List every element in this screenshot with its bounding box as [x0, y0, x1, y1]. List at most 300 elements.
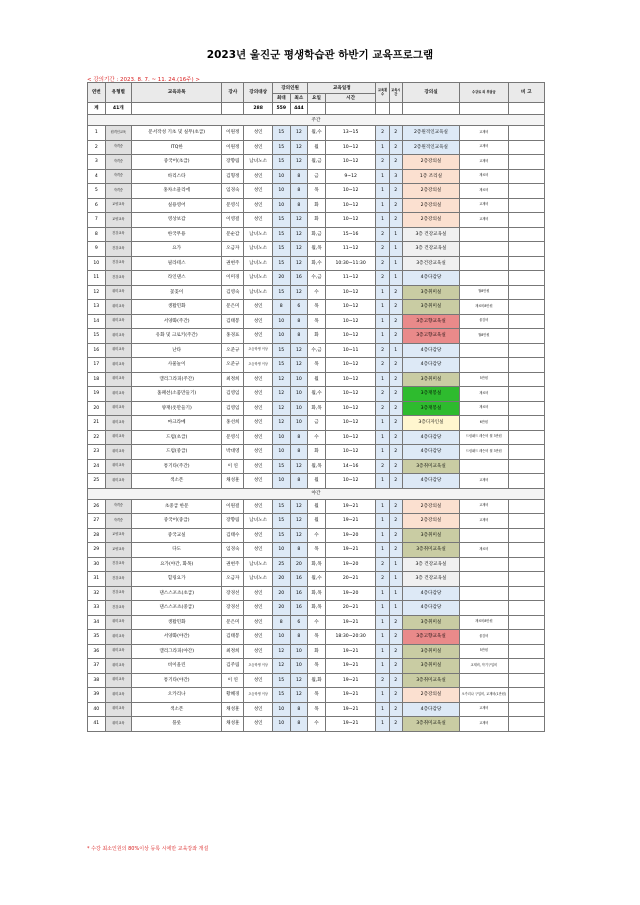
row-remark [508, 673, 544, 688]
row-room: 4층다감당 [402, 445, 459, 460]
row-min: 12 [290, 140, 308, 155]
row-weeks: 1 [376, 615, 389, 630]
row-time: 10~12 [325, 474, 376, 489]
row-hours: 2 [389, 140, 402, 155]
row-hours: 2 [389, 372, 402, 387]
row-no: 27 [88, 514, 106, 529]
row-min: 16 [290, 586, 308, 601]
row-type: 취미교육 [105, 659, 131, 674]
row-course: 사물놀이 [132, 358, 222, 373]
row-max: 15 [272, 155, 290, 170]
row-remark [508, 343, 544, 358]
row-time: 10~12 [325, 285, 376, 300]
row-remark [508, 586, 544, 601]
row-day: 월,목 [308, 459, 326, 474]
row-target: 남녀노소 [244, 514, 273, 529]
row-room: 3층취미실 [402, 659, 459, 674]
header-no: 연번 [88, 83, 106, 103]
row-room: 4층다감당 [402, 586, 459, 601]
row-target: 성인 [244, 213, 273, 228]
header-course: 교육과목 [132, 83, 222, 103]
row-type: 건강교육 [105, 271, 131, 286]
table-row [88, 543, 545, 558]
row-min: 10 [290, 372, 308, 387]
row-target: 남녀노소 [244, 572, 273, 587]
row-no: 5 [88, 184, 106, 199]
row-day: 수,금 [308, 343, 326, 358]
row-fee: 5만원 [460, 372, 508, 387]
row-teacher: 오준규 [222, 358, 244, 373]
row-course: 유화 및 크로키(주간) [132, 329, 222, 344]
row-teacher: 문순감 [222, 227, 244, 242]
row-min: 12 [290, 673, 308, 688]
row-no: 13 [88, 300, 106, 315]
row-course: 댄스스포츠(중급) [132, 601, 222, 616]
row-target: 남녀노소 [244, 285, 273, 300]
row-hours: 2 [389, 499, 402, 514]
row-no: 32 [88, 586, 106, 601]
row-day: 금 [308, 416, 326, 431]
row-course: 플룻 [132, 717, 222, 732]
row-time: 14~16 [325, 459, 376, 474]
row-max: 12 [272, 401, 290, 416]
row-fee [460, 358, 508, 373]
row-type: 자격증 [105, 169, 131, 184]
row-no: 38 [88, 673, 106, 688]
row-time: 10~12 [325, 445, 376, 460]
row-no: 25 [88, 474, 106, 489]
row-fee: 6만원 [460, 416, 508, 431]
row-min: 8 [290, 702, 308, 717]
row-course: 색소폰 [132, 702, 222, 717]
row-time: 10~12 [325, 184, 376, 199]
row-weeks: 1 [376, 659, 389, 674]
row-day: 수,금 [308, 271, 326, 286]
row-type: 건강교육 [105, 586, 131, 601]
row-room: 3층취미실 [402, 644, 459, 659]
row-room: 3층고향교육실 [402, 314, 459, 329]
row-teacher: 장향림 [222, 514, 244, 529]
row-course: 통기타(야간) [132, 673, 222, 688]
row-no: 28 [88, 528, 106, 543]
row-day: 목 [308, 630, 326, 645]
header-quota: 강의인원 [272, 83, 307, 94]
row-type: 취미교육 [105, 688, 131, 703]
row-teacher: 홍경표 [222, 329, 244, 344]
header-teacher: 강사 [222, 83, 244, 103]
row-max: 15 [272, 459, 290, 474]
table-row [88, 300, 545, 315]
row-teacher: 장경선 [222, 601, 244, 616]
row-fee [460, 557, 508, 572]
row-remark [508, 401, 544, 416]
total-count: 41개 [105, 103, 131, 115]
row-weeks: 2 [376, 126, 389, 141]
row-no: 21 [88, 416, 106, 431]
row-course: 난타 [132, 343, 222, 358]
header-hours: 교육시간 [389, 83, 402, 103]
row-max: 10 [272, 329, 290, 344]
table-row [88, 430, 545, 445]
row-hours: 2 [389, 155, 402, 170]
row-target: 성인 [244, 586, 273, 601]
row-room: 3층 건강교육실 [402, 242, 459, 257]
row-hours: 1 [389, 572, 402, 587]
row-remark [508, 543, 544, 558]
row-day: 수 [308, 285, 326, 300]
row-type: 교양교육 [105, 528, 131, 543]
table-row [88, 615, 545, 630]
footnote: * 수강 최소인원의 80%이상 등록 시에만 교육강좌 개설 [87, 846, 209, 852]
row-day: 월,화 [308, 673, 326, 688]
row-target: 남녀노소 [244, 227, 273, 242]
row-day: 화,목 [308, 557, 326, 572]
row-max: 15 [272, 285, 290, 300]
table-row [88, 601, 545, 616]
row-no: 17 [88, 358, 106, 373]
row-type: 취미교육 [105, 474, 131, 489]
table-row [88, 401, 545, 416]
row-time: 10~12 [325, 198, 376, 213]
row-remark [508, 688, 544, 703]
row-hours: 3 [389, 169, 402, 184]
row-fee: 드럼패드 레슨비 월 3만원 [460, 430, 508, 445]
row-remark [508, 659, 544, 674]
row-fee: 재료비8만원 [460, 615, 508, 630]
row-time: 10~12 [325, 140, 376, 155]
row-time: 10~11 [325, 343, 376, 358]
row-time: 19~20 [325, 586, 376, 601]
row-type: 취미교육 [105, 644, 131, 659]
row-weeks: 1 [376, 445, 389, 460]
table-row [88, 659, 545, 674]
row-time: 19~21 [325, 514, 376, 529]
table-row [88, 688, 545, 703]
row-day: 화,목 [308, 401, 326, 416]
row-time: 10~12 [325, 387, 376, 402]
row-time: 15~16 [325, 227, 376, 242]
row-remark [508, 198, 544, 213]
row-hours: 2 [389, 528, 402, 543]
row-teacher: 이원정 [222, 140, 244, 155]
row-day: 월 [308, 514, 326, 529]
row-time: 10~12 [325, 430, 376, 445]
row-weeks: 1 [376, 285, 389, 300]
row-time: 19~21 [325, 673, 376, 688]
row-hours: 2 [389, 688, 402, 703]
row-course: 문서작성 기초 및 실무(초급) [132, 126, 222, 141]
row-room: 2층강의실 [402, 155, 459, 170]
row-min: 16 [290, 601, 308, 616]
row-time: 19~21 [325, 644, 376, 659]
row-max: 10 [272, 169, 290, 184]
row-max: 15 [272, 213, 290, 228]
row-hours: 2 [389, 401, 402, 416]
row-weeks: 1 [376, 499, 389, 514]
row-min: 6 [290, 300, 308, 315]
row-remark [508, 445, 544, 460]
row-target: 성인 [244, 601, 273, 616]
row-course: 드럼(초급) [132, 430, 222, 445]
row-teacher: 장경선 [222, 586, 244, 601]
row-no: 33 [88, 601, 106, 616]
row-weeks: 2 [376, 358, 389, 373]
row-time: 9~12 [325, 169, 376, 184]
row-target: 성인 [244, 329, 273, 344]
row-type: 건강교육 [105, 242, 131, 257]
table-row [88, 586, 545, 601]
row-teacher: 문은미 [222, 300, 244, 315]
row-teacher: 이 연 [222, 673, 244, 688]
row-fee: 물감비 [460, 630, 508, 645]
row-type: 취미교육 [105, 401, 131, 416]
row-target: 성인 [244, 372, 273, 387]
row-fee [460, 586, 508, 601]
row-max: 15 [272, 140, 290, 155]
row-type: 취미교육 [105, 387, 131, 402]
row-max: 15 [272, 256, 290, 271]
row-day: 화 [308, 644, 326, 659]
row-no: 40 [88, 702, 106, 717]
row-teacher: 박대영 [222, 445, 244, 460]
row-weeks: 1 [376, 430, 389, 445]
row-hours: 2 [389, 702, 402, 717]
row-target: 성인 [244, 430, 273, 445]
row-remark [508, 644, 544, 659]
row-teacher: 이미경 [222, 271, 244, 286]
row-weeks: 1 [376, 314, 389, 329]
row-no: 6 [88, 198, 106, 213]
row-teacher: 권현주 [222, 256, 244, 271]
row-room: 3층디자인실 [402, 416, 459, 431]
row-max: 12 [272, 659, 290, 674]
row-type: 취미교육 [105, 314, 131, 329]
row-time: 10~12 [325, 401, 376, 416]
row-min: 20 [290, 557, 308, 572]
row-min: 8 [290, 543, 308, 558]
row-hours: 2 [389, 314, 402, 329]
row-fee: 5만원 [460, 644, 508, 659]
row-teacher: 오금자 [222, 242, 244, 257]
row-teacher: 권현주 [222, 557, 244, 572]
row-remark [508, 416, 544, 431]
row-course: 캘리그라피(야간) [132, 644, 222, 659]
row-teacher: 문은미 [222, 615, 244, 630]
row-day: 화 [308, 445, 326, 460]
row-room: 2층강의실 [402, 688, 459, 703]
row-room: 3층취미실 [402, 528, 459, 543]
row-remark [508, 213, 544, 228]
row-fee: 교재비 [460, 198, 508, 213]
row-room: 3층 건강교육실 [402, 572, 459, 587]
row-room: 1층 조리실 [402, 169, 459, 184]
row-remark [508, 557, 544, 572]
row-time: 10~12 [325, 155, 376, 170]
row-day: 월,금 [308, 155, 326, 170]
row-fee: 월8만원 [460, 329, 508, 344]
row-day: 화,목 [308, 601, 326, 616]
table-row [88, 242, 545, 257]
row-hours: 2 [389, 644, 402, 659]
row-weeks: 2 [376, 557, 389, 572]
row-teacher: 문영식 [222, 198, 244, 213]
row-course: ITQ한 [132, 140, 222, 155]
row-course: 중국어(중급) [132, 514, 222, 529]
row-type: 취미교육 [105, 717, 131, 732]
row-time: 18:30~20:30 [325, 630, 376, 645]
section-row-day [88, 115, 545, 126]
row-time: 11~12 [325, 271, 376, 286]
row-fee [460, 227, 508, 242]
row-hours: 2 [389, 543, 402, 558]
row-time: 11~12 [325, 242, 376, 257]
row-time: 19~20 [325, 528, 376, 543]
row-remark [508, 256, 544, 271]
row-type: 자격증 [105, 499, 131, 514]
row-min: 16 [290, 572, 308, 587]
table-row [88, 271, 545, 286]
row-hours: 2 [389, 615, 402, 630]
row-target: 성인 [244, 314, 273, 329]
table-row [88, 572, 545, 587]
row-type: 취미교육 [105, 430, 131, 445]
row-max: 15 [272, 227, 290, 242]
row-teacher: 김태수 [222, 528, 244, 543]
row-course: 필라테스 [132, 256, 222, 271]
row-min: 10 [290, 659, 308, 674]
row-room: 3층고향교육실 [402, 329, 459, 344]
row-type: 취미교육 [105, 285, 131, 300]
row-teacher: 홍선희 [222, 416, 244, 431]
row-time: 19~21 [325, 615, 376, 630]
row-teacher: 임경숙 [222, 184, 244, 199]
row-hours: 1 [389, 601, 402, 616]
row-max: 10 [272, 702, 290, 717]
row-fee: 교재비 [460, 717, 508, 732]
row-max: 15 [272, 242, 290, 257]
course-period: < 강의기간 : 2023. 8. 7. ~ 11. 24.(16주) > [87, 77, 201, 83]
row-no: 34 [88, 615, 106, 630]
row-type: 취미교육 [105, 300, 131, 315]
row-course: 생활민화 [132, 300, 222, 315]
row-day: 월 [308, 140, 326, 155]
row-fee: 교재비 [460, 514, 508, 529]
row-fee [460, 256, 508, 271]
row-teacher: 채성훈 [222, 474, 244, 489]
table-body [88, 103, 545, 732]
row-remark [508, 572, 544, 587]
row-teacher: 장향림 [222, 155, 244, 170]
row-room: 3층재봉실 [402, 401, 459, 416]
row-room: 4층다감당 [402, 601, 459, 616]
row-target: 성인 [244, 169, 273, 184]
row-day: 화 [308, 329, 326, 344]
row-target: 성인 [244, 543, 273, 558]
row-min: 12 [290, 514, 308, 529]
row-room: 4층다감당 [402, 702, 459, 717]
row-course: 요가 [132, 242, 222, 257]
row-weeks: 1 [376, 543, 389, 558]
row-remark [508, 242, 544, 257]
row-remark [508, 271, 544, 286]
row-fee: 재료비 [460, 401, 508, 416]
row-remark [508, 140, 544, 155]
table-row [88, 198, 545, 213]
row-course: 통기타(주간) [132, 459, 222, 474]
row-remark [508, 184, 544, 199]
row-max: 12 [272, 387, 290, 402]
row-room: 3층고향교육실 [402, 630, 459, 645]
row-max: 10 [272, 474, 290, 489]
header-time: 시간 [325, 94, 376, 103]
row-weeks: 2 [376, 271, 389, 286]
table-row [88, 285, 545, 300]
row-target: 초등학생 이상 [244, 659, 273, 674]
row-max: 12 [272, 372, 290, 387]
table-row [88, 169, 545, 184]
table-row [88, 329, 545, 344]
header-target: 강의대상 [244, 83, 273, 103]
total-max: 559 [272, 103, 290, 115]
row-fee [460, 271, 508, 286]
row-fee [460, 459, 508, 474]
row-course: 비이올린 [132, 659, 222, 674]
row-weeks: 1 [376, 644, 389, 659]
row-day: 화 [308, 213, 326, 228]
row-type: 자격증 [105, 514, 131, 529]
row-room: 4층다감당 [402, 358, 459, 373]
row-type: 건강교육 [105, 256, 131, 271]
row-hours: 2 [389, 430, 402, 445]
row-target: 성인 [244, 717, 273, 732]
row-course: 생활민화 [132, 615, 222, 630]
row-course: 중국교실 [132, 528, 222, 543]
row-course: 꽃꽂이 [132, 285, 222, 300]
row-day: 월,수 [308, 572, 326, 587]
row-min: 8 [290, 717, 308, 732]
row-time: 10~12 [325, 329, 376, 344]
row-type: 자격증 [105, 184, 131, 199]
row-weeks: 1 [376, 300, 389, 315]
table-row [88, 213, 545, 228]
row-no: 1 [88, 126, 106, 141]
row-max: 15 [272, 499, 290, 514]
row-hours: 2 [389, 474, 402, 489]
row-max: 20 [272, 271, 290, 286]
row-remark [508, 227, 544, 242]
row-target: 성인 [244, 300, 273, 315]
row-day: 화,수 [308, 256, 326, 271]
row-min: 12 [290, 343, 308, 358]
row-type: 취미교육 [105, 343, 131, 358]
row-fee [460, 572, 508, 587]
row-hours: 1 [389, 227, 402, 242]
row-weeks: 1 [376, 514, 389, 529]
row-weeks: 1 [376, 184, 389, 199]
row-max: 8 [272, 300, 290, 315]
table-row [88, 474, 545, 489]
row-teacher: 이원정 [222, 126, 244, 141]
row-weeks: 1 [376, 717, 389, 732]
row-room: 3층취미교육실 [402, 459, 459, 474]
row-remark [508, 430, 544, 445]
row-day: 화,목 [308, 586, 326, 601]
row-no: 7 [88, 213, 106, 228]
row-day: 목 [308, 314, 326, 329]
row-no: 35 [88, 630, 106, 645]
row-course: 홍차소믈리에 [132, 184, 222, 199]
row-course: 힐링요가 [132, 572, 222, 587]
